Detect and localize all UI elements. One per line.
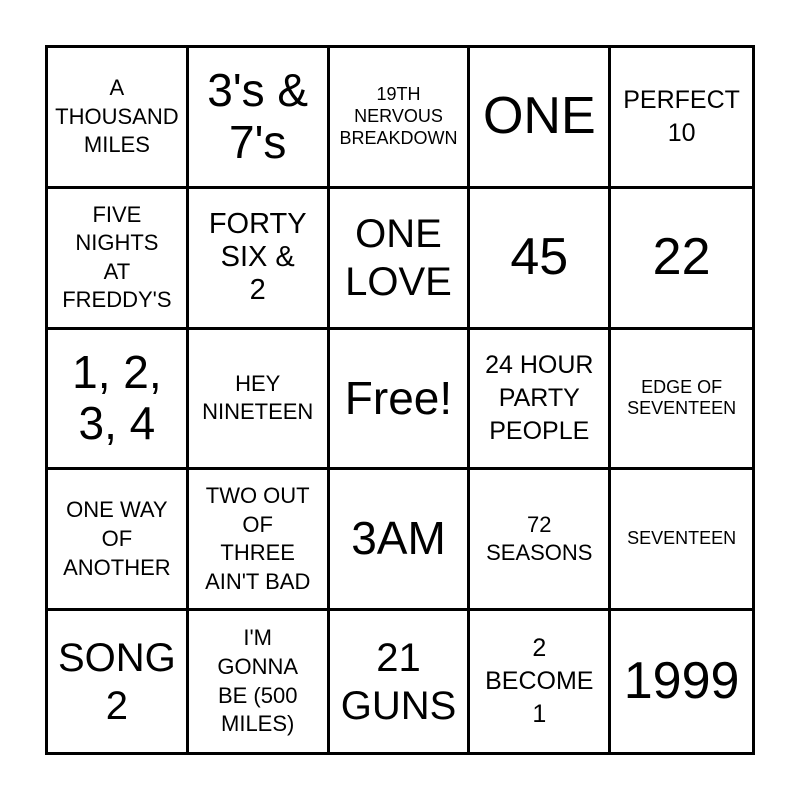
cell-label: A THOUSAND MILES [55, 75, 179, 158]
bingo-cell[interactable] [470, 189, 611, 330]
cell-label: 22 [652, 228, 711, 287]
bingo-cell[interactable] [189, 48, 330, 189]
cell-label: I'M GONNA BE (500 MILES) [217, 625, 299, 737]
cell-label: HEY NINETEEN [202, 370, 314, 425]
cell-label: 72 SEASONS [486, 511, 593, 566]
cell-label: 2 BECOME 1 [485, 633, 594, 729]
bingo-cell[interactable] [611, 470, 752, 611]
cell-label: 1999 [623, 652, 740, 710]
bingo-cell[interactable] [48, 189, 189, 330]
bingo-cell[interactable] [611, 611, 752, 752]
bingo-cell[interactable] [470, 470, 611, 611]
bingo-cell[interactable] [189, 611, 330, 752]
bingo-cell[interactable] [48, 611, 189, 752]
bingo-cell[interactable] [470, 48, 611, 189]
bingo-cell[interactable] [611, 189, 752, 330]
bingo-cell[interactable] [48, 48, 189, 189]
cell-label: FIVE NIGHTS AT FREDDY'S [62, 201, 172, 313]
cell-label: EDGE OF SEVENTEEN [627, 376, 737, 419]
cell-label: 19TH NERVOUS BREAKDOWN [339, 83, 458, 148]
free-space[interactable] [330, 330, 471, 471]
bingo-cell[interactable] [189, 189, 330, 330]
cell-label: 1, 2, 3, 4 [72, 345, 162, 450]
cell-label: TWO OUT OF THREE AIN'T BAD [205, 483, 311, 594]
cell-label: FORTY SIX & 2 [208, 207, 307, 307]
bingo-cell[interactable] [330, 470, 471, 611]
bingo-cell[interactable] [611, 330, 752, 471]
cell-label: 3AM [351, 512, 446, 565]
cell-label: 24 HOUR PARTY PEOPLE [485, 350, 594, 446]
cell-label: 3's & 7's [207, 63, 309, 168]
bingo-cell[interactable] [330, 611, 471, 752]
cell-label: Free! [344, 371, 453, 424]
bingo-board [45, 45, 755, 755]
bingo-cell[interactable] [330, 48, 471, 189]
cell-label: PERFECT 10 [623, 85, 740, 147]
bingo-cell[interactable] [470, 330, 611, 471]
bingo-cell[interactable] [48, 470, 189, 611]
cell-label: 45 [510, 228, 569, 287]
bingo-cell[interactable] [189, 470, 330, 611]
cell-label: ONE LOVE [345, 211, 452, 304]
cell-label: SEVENTEEN [627, 528, 737, 549]
bingo-cell[interactable] [470, 611, 611, 752]
cell-label: ONE WAY OF ANOTHER [63, 497, 171, 580]
bingo-cell[interactable] [330, 189, 471, 330]
cell-label: SONG 2 [58, 635, 176, 728]
bingo-cell[interactable] [189, 330, 330, 471]
bingo-cell[interactable] [611, 48, 752, 189]
cell-label: ONE [482, 87, 596, 146]
bingo-cell[interactable] [48, 330, 189, 471]
cell-label: 21 GUNS [340, 635, 457, 728]
